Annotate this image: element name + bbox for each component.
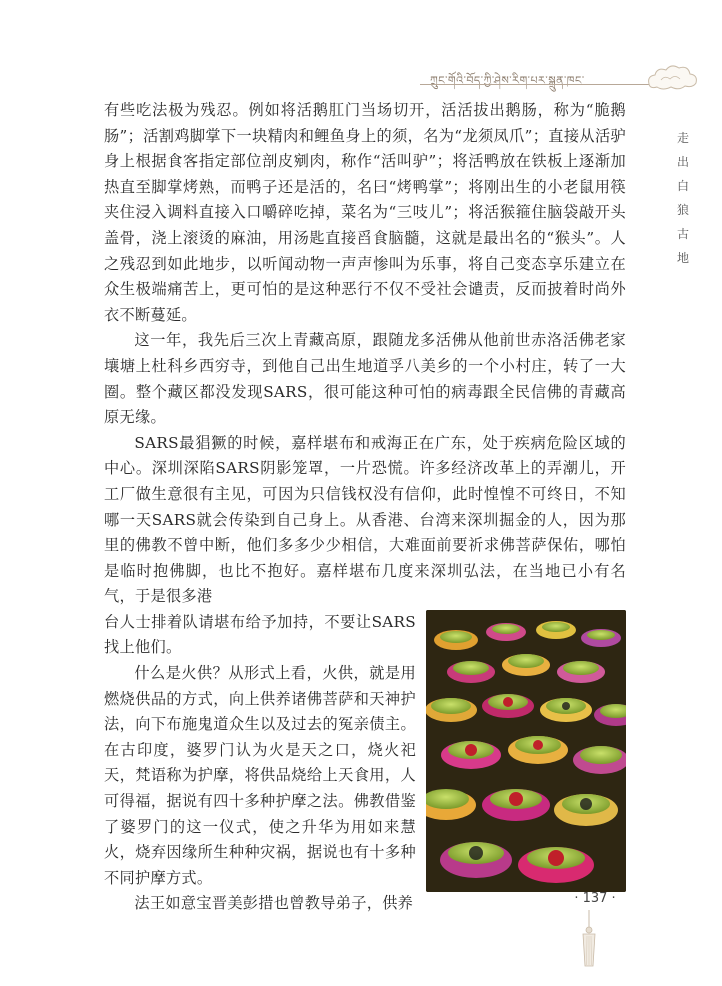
side-section-title <box>672 126 694 270</box>
side-title-char: 出 <box>676 155 689 169</box>
text-with-photo <box>104 610 626 917</box>
side-title-char: 地 <box>676 251 689 265</box>
fire-offering-photo <box>426 610 626 892</box>
body-text <box>104 98 626 917</box>
side-title-char: 走 <box>676 131 689 145</box>
offering-bowls-image <box>426 610 626 892</box>
page-number: · 137 · <box>574 891 616 906</box>
tibetan-header-text: ཀྲུང་གོའི་བོད་ཀྱི་ཤེས་རིག་པར་སྐྲུན་ཁང་ <box>430 74 585 87</box>
side-title-char: 白 <box>676 179 689 193</box>
paragraph: 法王如意宝晋美彭措也曾教导弟子，供养 <box>134 894 414 913</box>
paragraph: SARS最猖獗的时候，嘉样堪布和戒海正在广东，处于疾病危险区域的中心。深圳深陷SARS阴影笼罩，一片恐慌。许多经济改革上的弄潮儿，开工厂做生意很有主见，可因为只信钱权没有信仰，此时惶惶不可终日，不知哪一天SARS就会传染到自己身上。从香港、台湾来深圳掘金的人，因为那里的佛教不曾中断，他们多多少少相信，大难面前要祈求佛菩萨保佑，哪怕是临时抱佛脚，也比不抱好。嘉样堪布几度来深圳弘法，在当地已小有名气，于是很多港 <box>104 433 626 606</box>
paragraph: 台人士排着队请堪布给予加持，不要让SARS找上他们。 <box>104 612 416 657</box>
cloud-ornament-icon <box>645 62 700 92</box>
paragraph: 什么是火供？从形式上看，火供，就是用燃烧供品的方式，向上供养诸佛菩萨和天神护法，向下布施鬼道众生以及过去的冤亲债主。在古印度，婆罗门认为火是天之口，烧火祀天，梵语称为护摩，将供品烧给上天食用，人可得福，据说有四十多种护摩之法。佛教借鉴了婆罗门的这一仪式，使之升华为用如来慧火，烧弃因缘所生种种灾祸，据说也有十多种不同护摩方式。 <box>104 664 416 887</box>
running-header <box>420 62 700 102</box>
paragraph: 这一年，我先后三次上青藏高原，跟随龙多活佛从他前世赤洛活佛老家壤塘上杜科乡西穷寺，到他自己出生地道孚八美乡的一个小村庄，转了一大圈。整个藏区都没发现SARS，很可能这种可怕的病毒跟全民信佛的青藏高原无缘。 <box>104 331 626 427</box>
tassel-ornament-icon <box>576 910 602 970</box>
side-title-char: 古 <box>676 227 689 241</box>
header-rule <box>420 84 660 85</box>
paragraph: 有些吃法极为残忍。例如将活鹅肛门当场切开，活活拔出鹅肠，称为“脆鹅肠”；活割鸡脚掌下一块精肉和鲤鱼身上的须，名为“龙须凤爪”；直接从活驴身上根据食客指定部位剖皮剜肉，称作“活叫驴”；将活鸭放在铁板上逐渐加热直至脚掌烤熟，而鸭子还是活的，名曰“烤鸭掌”；将刚出生的小老鼠用筷夹住浸入调料直接入口嚼碎吃掉，菜名为“三吱儿”；将活猴箍住脑袋敲开头盖骨，浇上滚烫的麻油，用汤匙直接舀食脑髓，这就是最出名的“猴头”。人之残忍到如此地步，以听闻动物一声声惨叫为乐事，将自己变态享乐建立在众生极端痛苦上，更可怕的是这种恶行不仅不受社会谴责，反而披着时尚外衣不断蔓延。 <box>104 101 626 324</box>
side-title-char: 狼 <box>676 203 689 217</box>
